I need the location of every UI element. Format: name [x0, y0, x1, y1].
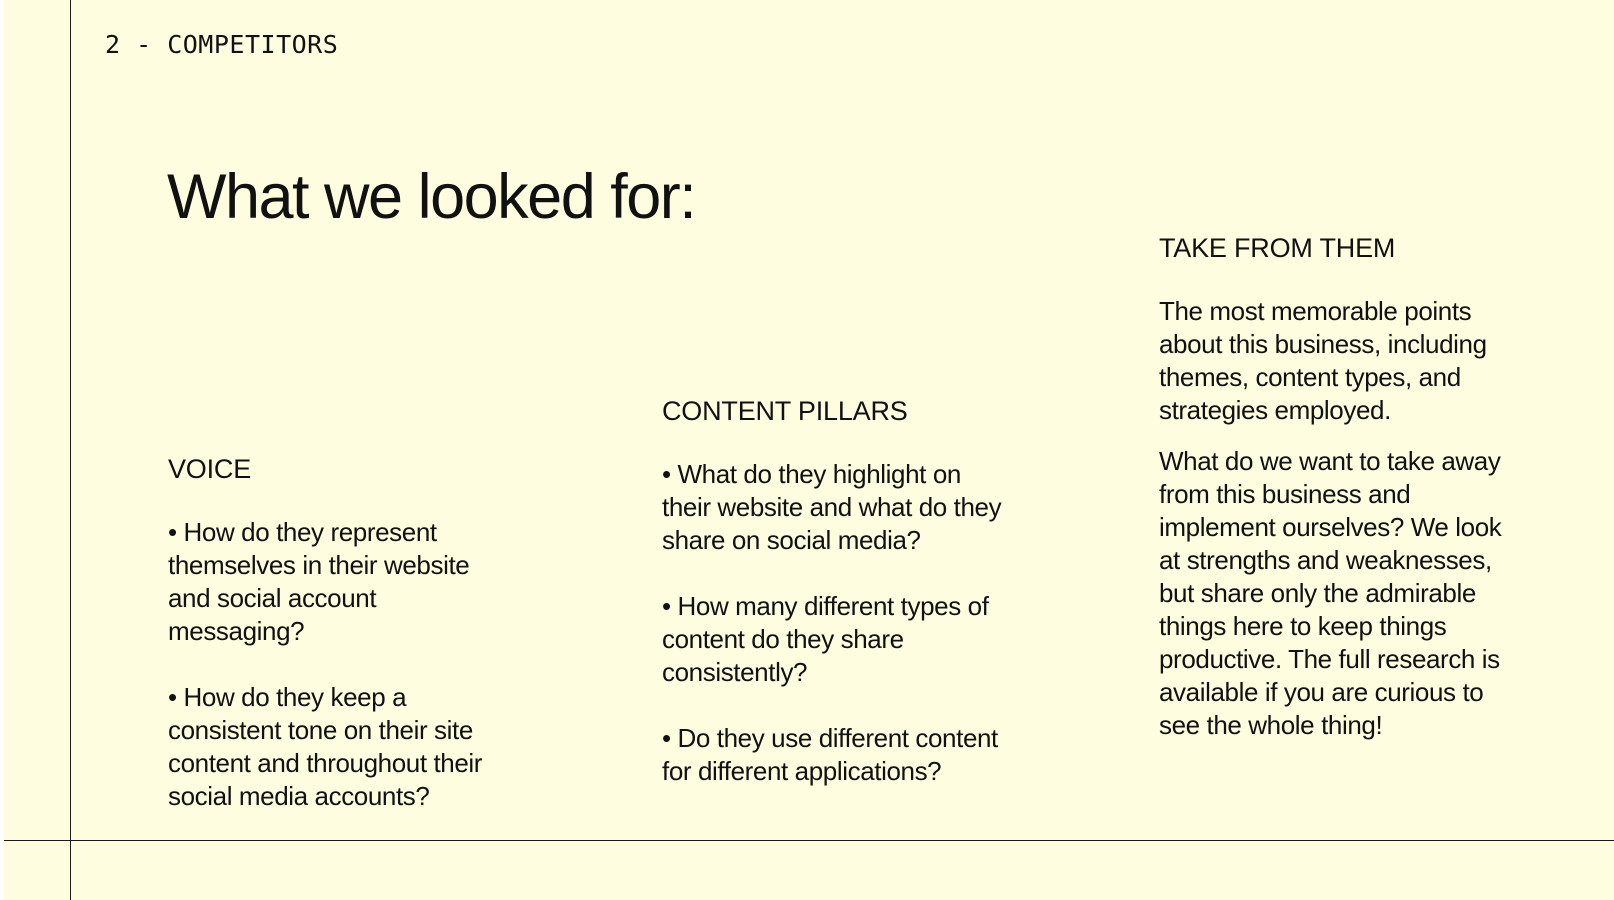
take-from-them-heading: TAKE FROM THEM	[1159, 233, 1396, 263]
take-from-them-column	[1159, 232, 1519, 760]
content-pillars-column	[662, 395, 1012, 821]
section-label: 2 - COMPETITORS	[105, 30, 339, 59]
voice-column	[168, 453, 518, 846]
content-pillars-point: • What do they highlight on their website and what do they share on social media?	[662, 459, 1002, 555]
slide	[4, 0, 1614, 900]
vertical-rule	[70, 0, 71, 900]
content-pillars-point: • Do they use different content for different applications?	[662, 723, 998, 786]
content-pillars-point: • How many different types of content do they share consistently?	[662, 591, 989, 687]
voice-point: • How do they represent themselves in their website and social account messaging?	[168, 517, 470, 646]
content-pillars-heading: CONTENT PILLARS	[662, 396, 908, 426]
page-title: What we looked for:	[167, 162, 696, 232]
voice-point: • How do they keep a consistent tone on their site content and throughout their social media accounts?	[168, 682, 483, 811]
take-from-them-paragraph: The most memorable points about this business, including themes, content types, and strategies employed.	[1159, 296, 1487, 425]
voice-heading: VOICE	[168, 454, 252, 484]
take-from-them-paragraph: What do we want to take away from this business and implement ourselves? We look at strengths and weaknesses, but share only the admirable things here to keep things productive. The full research is available if you are curious to see the whole thing!	[1159, 446, 1502, 740]
